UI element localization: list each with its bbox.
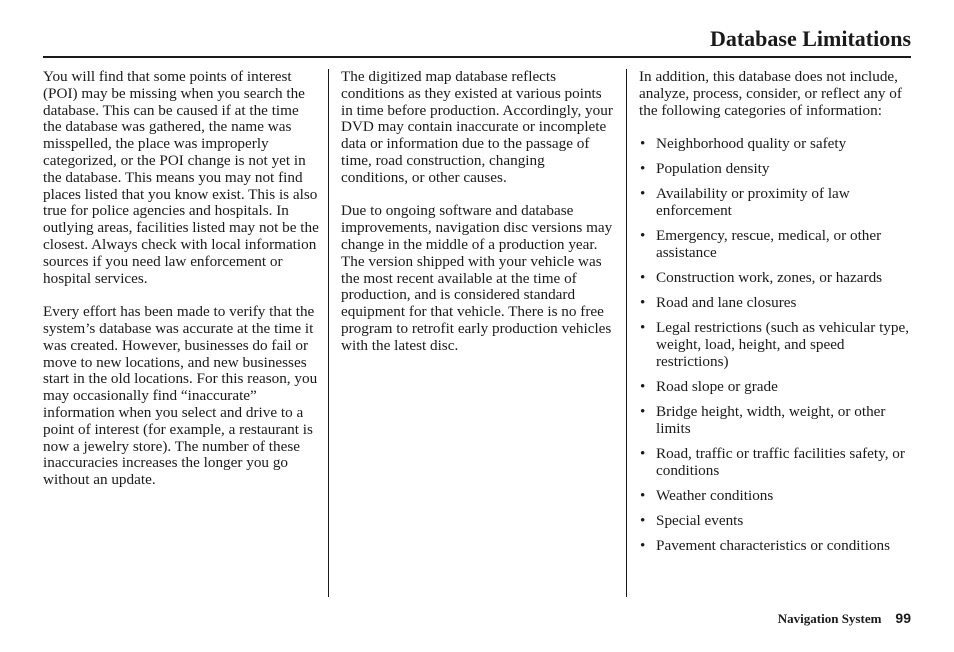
list-item: • Legal restrictions (such as vehicular type, weight, load, height, and speed restrictions) [639,320,914,370]
list-item: • Special events [639,513,914,530]
list-item: • Weather conditions [639,488,914,505]
list-item: • Road and lane closures [639,295,914,312]
page-title: Database Limitations [709,26,911,51]
page-footer [778,610,911,627]
exclusions-intro: In addition, this database does not include, analyze, process, consider, or reflect any of the following categories of information: [639,68,902,119]
list-item: • Pavement characteristics or conditions [639,538,914,555]
map-database-paragraph: The digitized map database reflects conditions as they existed at various points in time before production. Accordingly, your DVD may contain inaccurate or incomplete data or information due to the passage of time, road construction, changing conditions, or other causes. [341,68,613,186]
exclusions-list [639,136,914,555]
footer-section-name: Navigation System [777,611,882,626]
disc-versions-paragraph: Due to ongoing software and database improvements, navigation disc versions may change in the middle of a production year. The version shipped with your vehicle was the most recent available at the time of production, and is considered standard equipment for that vehicle. There is no free program to retrofit early production vehicles with the latest disc. [341,202,613,354]
list-item: • Road, traffic or traffic facilities safety, or conditions [639,446,914,480]
right-column [639,69,914,563]
list-item: • Neighborhood quality or safety [639,136,914,153]
middle-column [341,69,615,371]
page-number: 99 [895,610,911,626]
list-item: • Construction work, zones, or hazards [639,270,914,287]
list-item: • Bridge height, width, weight, or other limits [639,404,914,438]
poi-missing-paragraph: You will find that some points of interest (POI) may be missing when you search the database. This can be caused if at the time the database was gathered, the name was misspelled, the place was improperly categorized, or the POI change is not yet in the database. This means you may not find places listed that you know exist. This is also true for police agencies and hospitals. In outlying areas, facilities listed may not be the closest. Always check with local information sources if you need law enforcement or hospital services. [43,68,319,287]
database-accuracy-paragraph: Every effort has been made to verify that the system’s database was accurate at the time it was created. However, businesses do fail or move to new locations, and new businesses start in the old locations. For this reason, you may occasionally find “inaccurate” information when you select and drive to a point of interest (for example, a restaurant is now a jewelry store). The number of these inaccuracies increases the longer you go without an update. [43,303,318,489]
list-item: • Population density [639,161,914,178]
list-item: • Availability or proximity of law enforcement [639,186,914,220]
column-divider [626,69,627,597]
list-item: • Road slope or grade [639,379,914,396]
column-divider [328,69,329,597]
left-column [43,69,319,506]
list-item: • Emergency, rescue, medical, or other assistance [639,228,914,262]
header-rule [43,56,911,58]
